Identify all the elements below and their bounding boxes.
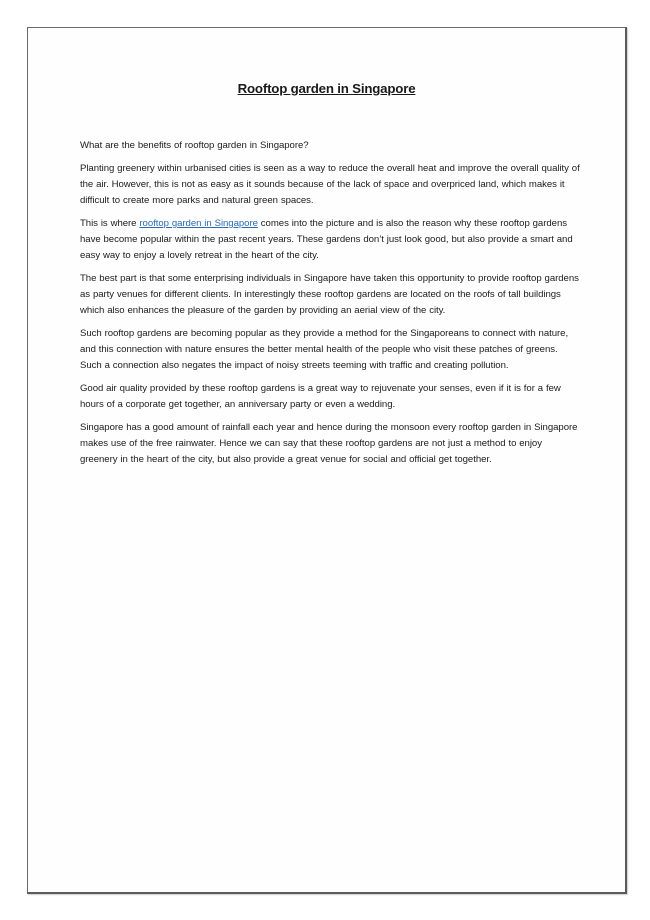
paragraph-nature: Such rooftop gardens are becoming popular as they provide a method for the Singaporeans to connect with nature, and this connection with nature ensures the better mental health of the people who visit these patches of greens. Such a connection also negates the impact of noisy streets teeming with traffic and creating pollution. (80, 328, 569, 371)
paragraph-party-venues: The best part is that some enterprising individuals in Singapore have taken this opportunity to provide rooftop gardens as party venues for different clients. In interestingly these rooftop gardens are located on the roofs of tall buildings which also enhances the pleasure of the garden by providing an aerial view of the city. (80, 273, 579, 316)
paragraph-air-quality: Good air quality provided by these rooftop gardens is a great way to rejuvenate your senses, even if it is for a few hours of a corporate get together, an anniversary party or even a wedding. (80, 383, 561, 410)
paragraph-link-after: comes into the picture and is also the reason why these rooftop gardens have become popular within the past recent years. These gardens don’t just look good, but also provide a smart and easy way to enjoy a lovely retreat in the heart of the city. (80, 218, 573, 261)
rooftop-garden-link[interactable]: rooftop garden in Singapore (139, 218, 258, 229)
paragraph-question: What are the benefits of rooftop garden in Singapore? (80, 140, 309, 151)
document-page (27, 27, 627, 894)
paragraph-link (80, 216, 580, 264)
document-body (80, 138, 580, 475)
paragraph-rainfall: Singapore has a good amount of rainfall each year and hence during the monsoon every rooftop garden in Singapore makes use of the free rainwater. Hence we can say that these rooftop gardens are not just a method to enjoy greenery in the heart of the city, but also provide a great venue for social and official get together. (80, 422, 578, 465)
paragraph-link-before: This is where (80, 218, 140, 229)
paragraph-intro: Planting greenery within urbanised cities is seen as a way to reduce the overall heat and improve the overall quality of the air. However, this is not as easy as it sounds because of the lack of space and overpriced land, which makes it difficult to create more parks and natural green spaces. (80, 163, 580, 206)
document-title: Rooftop garden in Singapore (237, 81, 416, 96)
